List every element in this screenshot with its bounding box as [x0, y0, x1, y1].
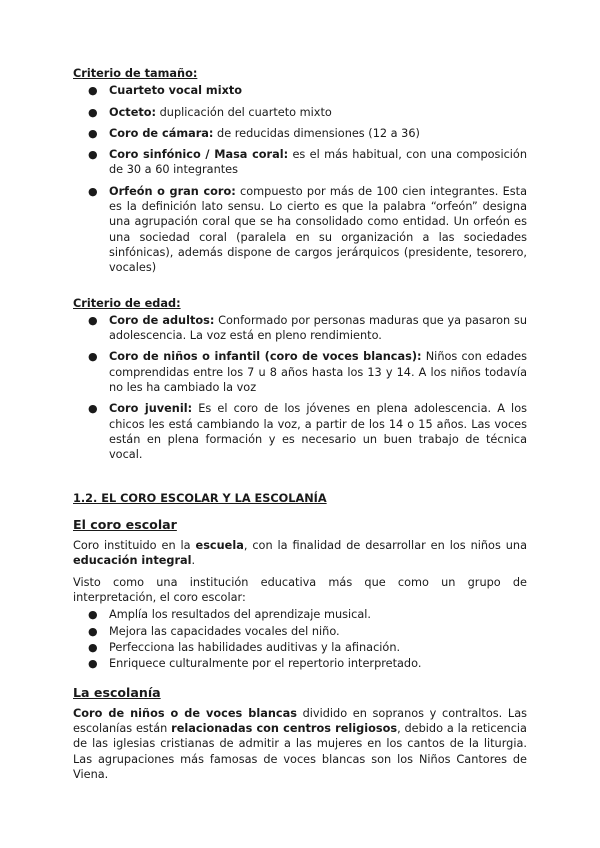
item-term: Coro de cámara: — [109, 126, 214, 140]
bold-span: Coro de niños o de voces blancas — [73, 706, 297, 720]
list-item — [73, 184, 527, 276]
item-description: Conformado por personas maduras que ya pasaron su adolescencia. La voz está en pleno rendimiento. — [109, 313, 527, 343]
size-criteria-list — [73, 83, 527, 275]
item-description: Amplía los resultados del aprendizaje musical. — [109, 608, 372, 622]
item-term: Coro de niños o infantil (coro de voces blancas): — [109, 350, 422, 364]
bullet-icon: ● — [88, 608, 98, 622]
school-choir-definition — [73, 538, 527, 569]
text-span: , debido a la reticencia de las iglesias cristianas de admitir a las mujeres en los cantos de la liturgia. Las agrupaciones más famosas de voces blancas son los Niños Cantores de Viena. — [73, 722, 527, 781]
bullet-icon: ● — [88, 350, 98, 364]
age-criteria-heading: Criterio de edad: — [73, 296, 181, 310]
section-title: 1.2. EL CORO ESCOLAR Y LA ESCOLANÍA — [73, 491, 327, 505]
list-item — [73, 147, 527, 178]
bullet-icon: ● — [88, 402, 98, 416]
item-description: Niños con edades comprendidas entre los 7 u 8 años hasta los 13 y 14. A los niños todavía no les ha cambiado la voz — [109, 350, 528, 395]
bullet-icon: ● — [88, 640, 98, 654]
bullet-icon: ● — [88, 313, 98, 327]
item-description: compuesto por más de 100 cien integrantes. Esta es la definición lato sensu. Lo cierto es que la palabra “orfeón” designa una agrupación coral que se ha consolidado como entidad. Un orfeón es una sociedad coral (paralela en su organización a las sociedades sinfónicas), además dispone de cargos jerárquicos (presidente, tesorero, vocales) — [109, 184, 527, 275]
text-span: dividido en sopranos y contraltos. Las escolanías están — [73, 706, 528, 736]
list-item — [73, 656, 527, 671]
item-description: es el más habitual, con una composición de 30 a 60 integrantes — [109, 148, 528, 177]
document-page — [73, 66, 527, 782]
list-item — [73, 126, 527, 141]
item-term: Octeto: — [109, 105, 157, 119]
text-span: Coro instituido en la — [73, 539, 196, 553]
item-term: Orfeón o gran coro: — [109, 184, 236, 198]
age-criteria-list — [73, 313, 527, 463]
bullet-icon: ● — [88, 126, 98, 140]
school-choir-list — [73, 607, 527, 671]
item-term: Coro sinfónico / Masa coral: — [109, 148, 289, 162]
item-description: de reducidas dimensiones (12 a 36) — [217, 126, 420, 140]
bullet-icon: ● — [88, 184, 98, 198]
list-item — [73, 105, 527, 120]
bullet-icon: ● — [88, 624, 98, 638]
list-item — [73, 349, 527, 395]
escolania-definition — [73, 706, 527, 782]
bold-span: relacionadas con centros religiosos — [171, 722, 398, 736]
school-choir-intro: Visto como una institución educativa más que como un grupo de interpretación, el coro escolar: — [73, 575, 527, 605]
text-span: , con la finalidad de desarrollar en los niños una — [243, 539, 527, 553]
list-item — [73, 607, 527, 622]
item-term: Coro de adultos: — [109, 313, 215, 327]
text-span: . — [191, 554, 196, 568]
escolania-heading: La escolanía — [73, 684, 161, 700]
bullet-icon: ● — [88, 148, 98, 162]
item-description: Enriquece culturalmente por el repertorio interpretado. — [109, 657, 422, 671]
size-criteria-heading: Criterio de tamaño: — [73, 67, 198, 80]
list-item — [73, 83, 527, 98]
item-description: duplicación del cuarteto mixto — [159, 105, 332, 119]
item-description: Es el coro de los jóvenes en plena adolescencia. A los chicos les está cambiando la voz, a partir de los 14 o 15 años. Las voces están en plena formación y es necesario un buen trabajo de técnica vocal. — [109, 402, 527, 462]
item-description: Perfecciona las habilidades auditivas y la afinación. — [109, 640, 401, 654]
item-term: Cuarteto vocal mixto — [109, 84, 243, 98]
item-term: Coro juvenil: — [109, 402, 193, 416]
school-choir-heading: El coro escolar — [73, 516, 177, 532]
list-item — [73, 313, 527, 344]
bold-span: escuela — [195, 539, 244, 553]
list-item — [73, 624, 527, 639]
list-item — [73, 640, 527, 655]
list-item — [73, 401, 527, 462]
bullet-icon: ● — [88, 84, 98, 98]
bullet-icon: ● — [88, 657, 98, 671]
bold-span: educación integral — [73, 554, 192, 568]
item-description: Mejora las capacidades vocales del niño. — [109, 624, 340, 638]
bullet-icon: ● — [88, 105, 98, 119]
